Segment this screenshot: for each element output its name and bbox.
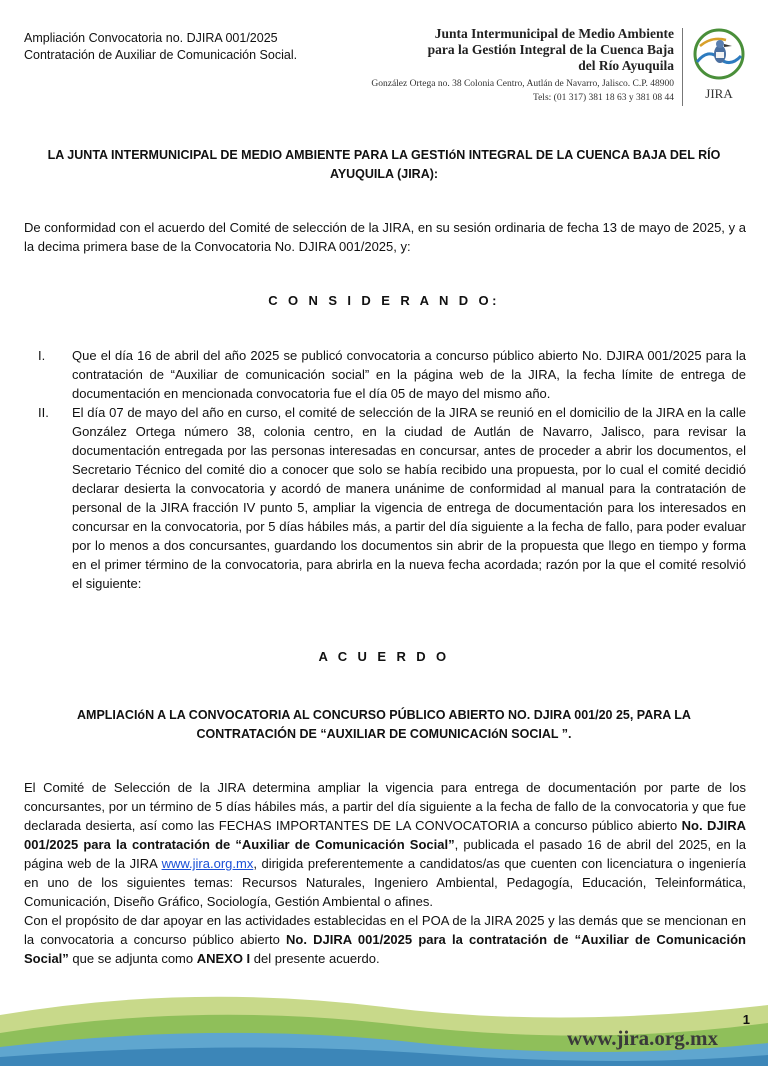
agreement-text: Con el propósito de dar apoyar en las actividades establecidas en el POA de la JIRA 2025 y las demás que se mencionan en la convocatoria a concurso público abierto (24, 913, 746, 947)
footer-website: www.jira.org.mx (566, 1026, 718, 1050)
list-item-text: Que el día 16 de abril del año 2025 se publicó convocatoria a concurso público abierto No. DJIRA 001/2025 para la contratación de “Auxiliar de comunicación social” en la página web de la JIRA, la fecha límite de entrega de documentación en mencionada convocatoria fue el día 05 de mayo del mismo año. (72, 348, 746, 401)
org-name-line2: para la Gestión Integral de la Cuenca Baja (427, 42, 674, 57)
list-item-number: I. (38, 348, 46, 363)
header-reference-line2: Contratación de Auxiliar de Comunicación Social. (24, 48, 298, 62)
intro-paragraph: De conformidad con el acuerdo del Comité de selección de la JIRA, en su sesión ordinaria de fecha 13 de mayo de 2025, y a la decima primera base de la Convocatoria No. DJIRA 001/2025, y: (24, 220, 746, 254)
considerando-list (24, 346, 746, 593)
header-divider (682, 28, 683, 106)
list-item (24, 403, 746, 593)
agreement-text: , dirigida preferentemente a candidatos/as que cuenten con licenciatura o ingeniería en uno de los siguientes temas: Recursos Naturales, Ingeniero Ambiental, Pedagogía, Educación, Teleinformática, Comunicación, Diseño Gráfico, Sociología, Gestión Ambiental o afines. (24, 856, 746, 909)
document-title: LA JUNTA INTERMUNICIPAL DE MEDIO AMBIENTE PARA LA GESTIóN INTEGRAL DE LA CUENCA BAJA DEL RÍO AYUQUILA (JIRA): (47, 148, 721, 181)
page-number: 1 (742, 1012, 750, 1027)
org-address: González Ortega no. 38 Colonia Centro, Autlán de Navarro, Jalisco. C.P. 48900 (371, 79, 674, 89)
header-organization (371, 26, 674, 105)
agreement-text: que se adjunta como (68, 951, 197, 966)
jira-logo-icon (690, 26, 748, 106)
agreement-paragraph-1 (24, 778, 746, 911)
header-reference-line1: Ampliación Convocatoria no. DJIRA 001/2025 (24, 31, 278, 45)
agreement-text: , publicada el pasado 16 de abril del 2025, en la página web de la JIRA (24, 837, 746, 871)
agreement-text: El Comité de Selección de la JIRA determina ampliar la vigencia para entrega de documentación por parte de los concursantes, por un término de 5 días hábiles más, a partir del día siguiente a la fecha de fallo de la convocatoria y que fue declarada desierta, así como las FECHAS IMPORTANTES DE LA CONVOCATORIA a concurso público abierto (24, 780, 746, 833)
agreement-bold-text: No. DJIRA 001/2025 para la contratación de “Auxiliar de Comunicación Social” (24, 818, 747, 852)
list-item-number: II. (38, 405, 49, 420)
org-phone: Tels: (01 317) 381 18 63 y 381 08 44 (532, 93, 674, 103)
list-item (24, 346, 746, 403)
agreement-subtitle: AMPLIACIóN A LA CONVOCATORIA AL CONCURSO PÚBLICO ABIERTO NO. DJIRA 001/20 25, PARA LA CONTRATACIÓN DE “AUXILIAR DE COMUNICACIóN SOCIAL ”. (77, 708, 691, 741)
org-name-line3: del Río Ayuquila (578, 58, 674, 73)
considerando-heading: C O N S I D E R A N D O: (268, 293, 500, 308)
acuerdo-heading: A C U E R D O (318, 649, 450, 664)
agreement-bold-text: No. DJIRA 001/2025 para la contratación de “Auxiliar de Comunicación Social” (24, 932, 746, 966)
org-name-line1: Junta Intermunicipal de Medio Ambiente (434, 26, 674, 41)
header-reference (24, 30, 297, 64)
list-item-text: El día 07 de mayo del año en curso, el comité de selección de la JIRA se reunió en el domicilio de la JIRA en la calle González Ortega número 38, colonia centro, en la ciudad de Autlán de Navarro, Jalisco, para revisar la documentación entregada por las personas interesadas en concursar, antes de proceder a abrir los documentos, el Secretario Técnico del comité dio a conocer que solo se había recibido una propuesta, por lo cual el comité decidió declarar desierta la convocatoria y acordó de manera unánime de conformidad al manual para la contratación de personal de la JIRA fracción IV punto 5, ampliar la vigencia de entrega de documentación para los interesados en concursar en la convocatoria, por 5 días hábiles más, a partir del día siguiente a la fecha de fallo, para poder evaluar por lo menos a dos concursantes, guardando los documentos sin abrir de la propuesta que llego en tiempo y forma en el primer término de la convocatoria, para abrirla en la nueva fecha acordada; razón por la que el comité resolvió el siguiente: (72, 405, 746, 591)
website-link[interactable]: www.jira.org.mx (161, 856, 254, 871)
annex-bold-text: ANEXO I (196, 951, 251, 966)
agreement-paragraph-2 (24, 911, 746, 968)
agreement-text: del presente acuerdo. (250, 951, 380, 966)
logo-text: JIRA (705, 86, 733, 101)
